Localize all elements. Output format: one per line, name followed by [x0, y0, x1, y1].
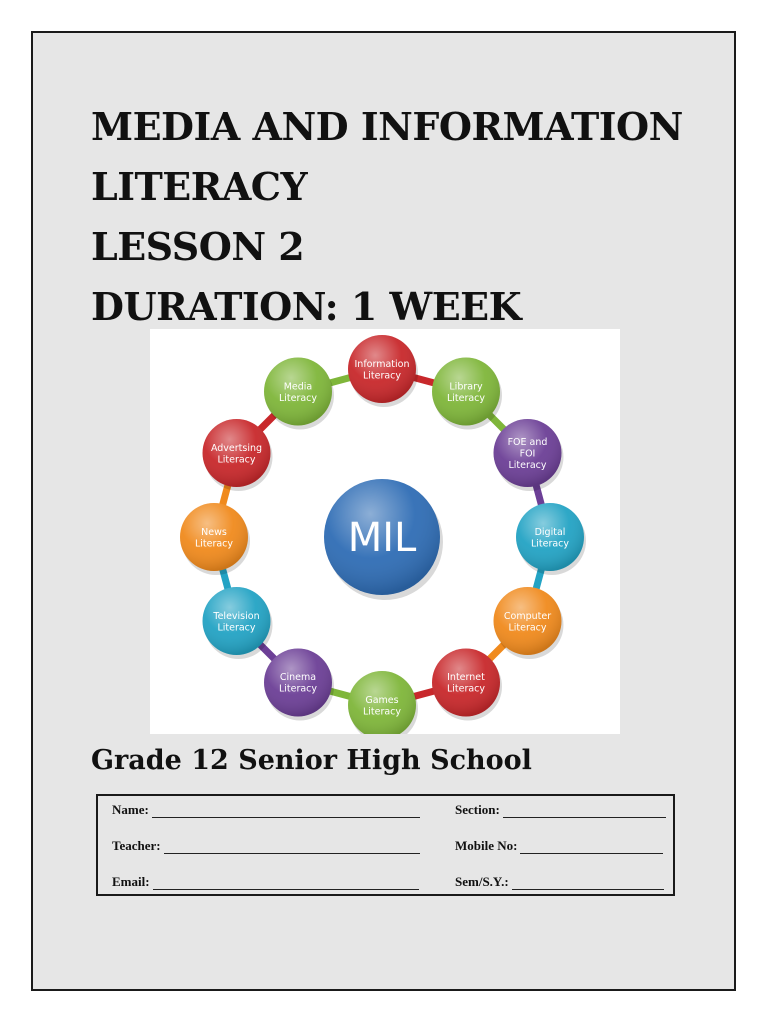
- node-label: Literacy: [217, 454, 256, 466]
- literacy-node: [493, 419, 563, 491]
- node-label: Advertsing: [210, 442, 263, 454]
- center-label: MIL: [347, 515, 417, 561]
- literacy-node: [432, 358, 502, 430]
- node-label: Literacy: [278, 683, 318, 695]
- node-label: Media: [283, 381, 313, 393]
- teacher-line[interactable]: [164, 843, 420, 854]
- email-field[interactable]: [112, 874, 419, 890]
- teacher-field[interactable]: [112, 838, 420, 854]
- title-line-1: MEDIA AND INFORMATION: [91, 104, 683, 149]
- grade-heading: Grade 12 Senior High School: [91, 745, 532, 776]
- email-label: Email:: [112, 874, 150, 889]
- email-line[interactable]: [153, 879, 419, 890]
- literacy-node: [180, 503, 250, 575]
- node-label: Cinema: [279, 672, 317, 684]
- section-line[interactable]: [503, 807, 666, 818]
- node-label: Information: [354, 358, 410, 370]
- mobile-label: Mobile No:: [455, 838, 518, 853]
- teacher-label: Teacher:: [112, 838, 161, 853]
- name-line[interactable]: [152, 807, 420, 818]
- node-label: Literacy: [362, 706, 402, 718]
- node-label: Digital: [534, 526, 566, 538]
- literacy-node: [203, 587, 273, 659]
- student-info-form: [96, 794, 675, 896]
- node-label: Library: [449, 381, 483, 393]
- sem-field[interactable]: [455, 874, 664, 890]
- page-title: [91, 97, 683, 337]
- title-line-4: DURATION: 1 WEEK: [91, 284, 522, 329]
- node-label: Literacy: [194, 538, 234, 550]
- node-label: Literacy: [530, 538, 570, 550]
- node-label: FOE and: [507, 437, 548, 448]
- section-field[interactable]: [455, 802, 666, 818]
- node-label: Television: [213, 610, 260, 622]
- literacy-node: [516, 503, 586, 575]
- name-label: Name:: [112, 802, 149, 817]
- node-label: Literacy: [508, 622, 547, 634]
- mobile-field[interactable]: [455, 838, 663, 854]
- node-label: Literacy: [278, 392, 318, 404]
- mobile-line[interactable]: [520, 843, 663, 854]
- literacy-node: [348, 335, 418, 407]
- node-label: FOI: [519, 448, 536, 460]
- node-label: News: [201, 526, 227, 538]
- title-line-3: LESSON 2: [91, 224, 305, 269]
- node-label: Literacy: [508, 460, 547, 471]
- literacy-node: [264, 648, 334, 720]
- sem-label: Sem/S.Y.:: [455, 874, 509, 889]
- literacy-node: [348, 671, 418, 734]
- section-label: Section:: [455, 802, 500, 817]
- mil-diagram: [150, 329, 620, 734]
- name-field[interactable]: [112, 802, 420, 818]
- node-label: Games: [365, 694, 399, 706]
- node-label: Literacy: [446, 683, 486, 695]
- document-page: [31, 31, 736, 991]
- node-label: Literacy: [217, 622, 256, 634]
- mil-diagram-svg: [150, 329, 620, 734]
- title-line-2: LITERACY: [91, 164, 308, 209]
- node-label: Literacy: [446, 392, 486, 404]
- node-label: Literacy: [362, 370, 402, 382]
- node-label: Internet: [447, 672, 485, 684]
- sem-line[interactable]: [512, 879, 664, 890]
- node-label: Computer: [503, 610, 552, 622]
